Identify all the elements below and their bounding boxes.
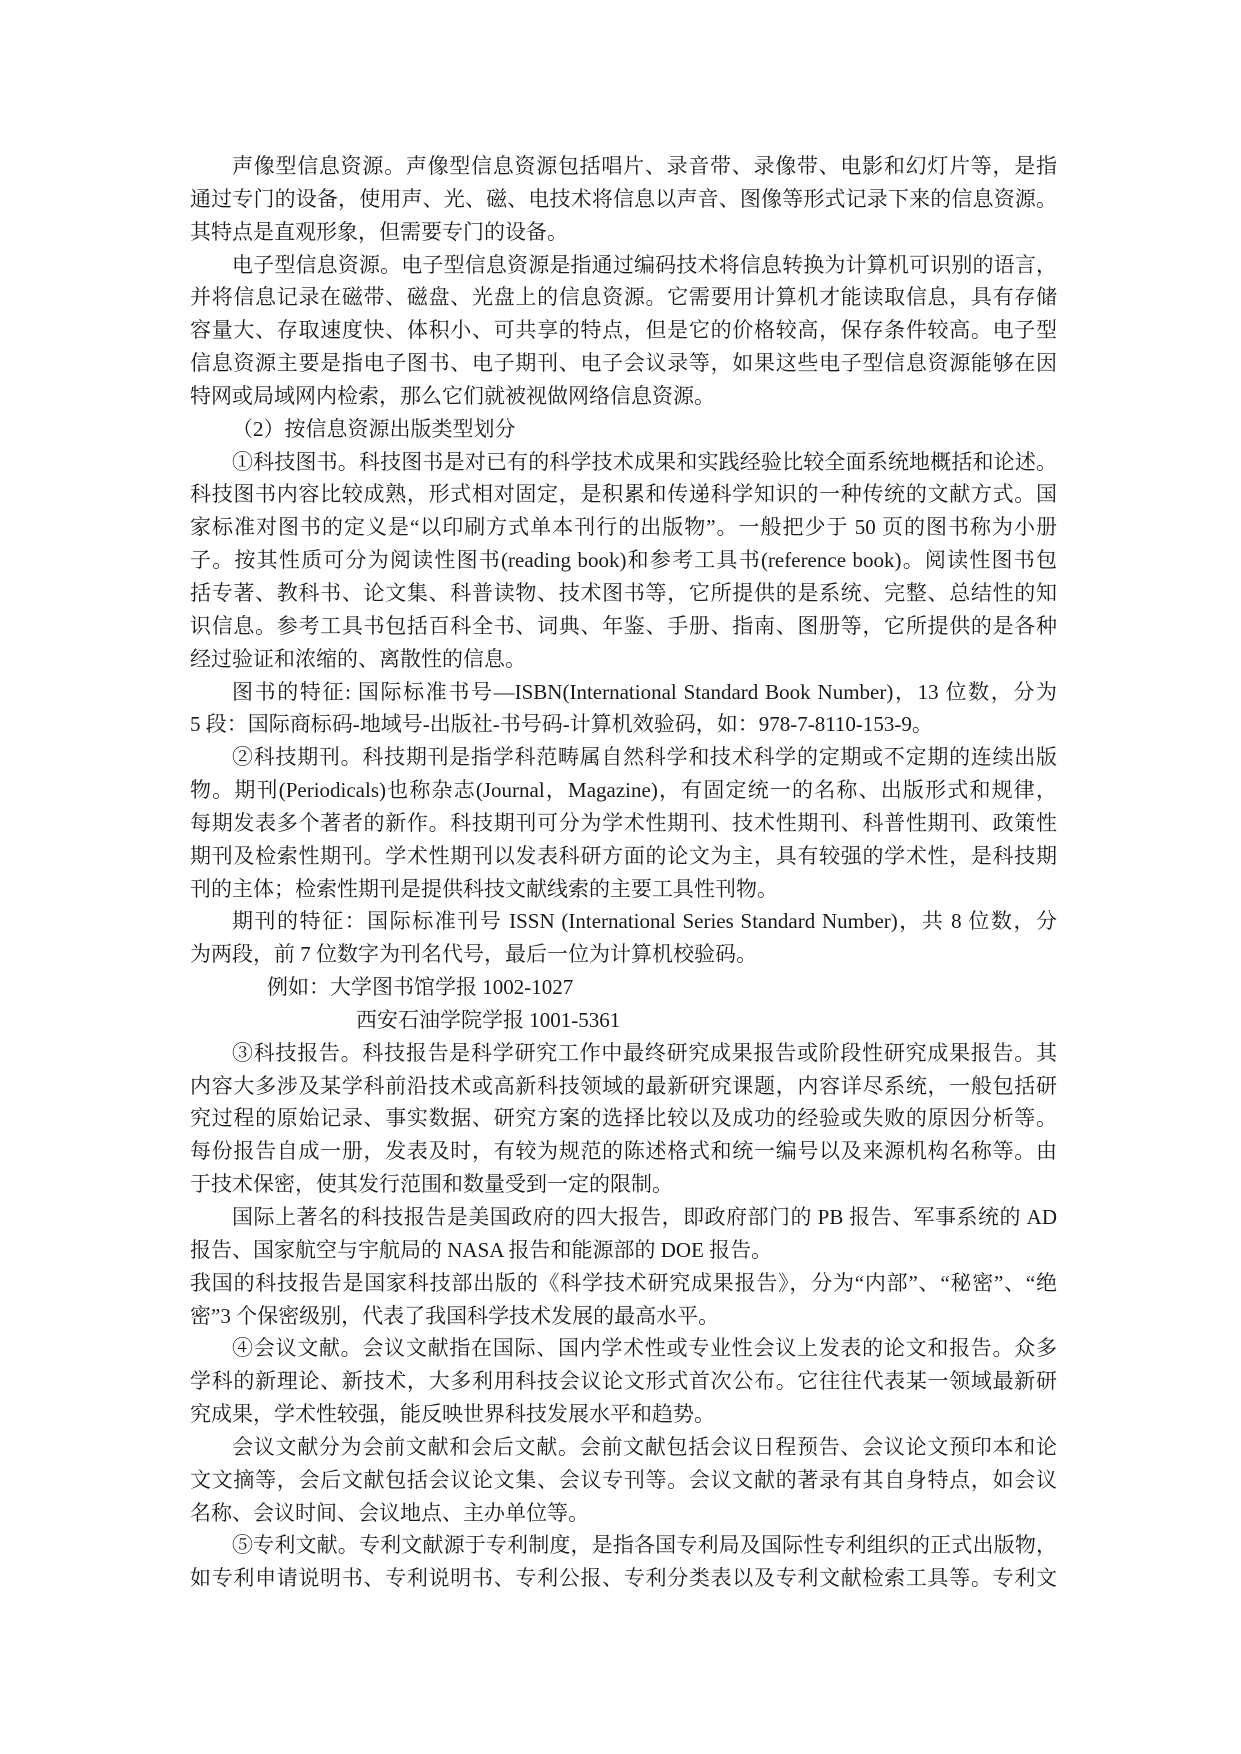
paragraph-international-reports	[190, 1201, 1057, 1267]
text-line: 密”3 个保密级别，代表了我国科学技术发展的最高水平。	[190, 1303, 720, 1328]
text-line: 为两段，前 7 位数字为刊名代号，最后一位为计算机校验码。	[190, 942, 757, 967]
text-line: 并将信息记录在磁带、磁盘、光盘上的信息资源。它需要用计算机才能读取信息，具有存储	[190, 285, 1057, 310]
text-line: 声像型信息资源。声像型信息资源包括唱片、录音带、录像带、电影和幻灯片等，是指	[232, 154, 1057, 178]
paragraph-conference-types	[190, 1431, 1057, 1530]
text-line: 每份报告自成一册，发表及时，有较为规范的陈述格式和统一编号以及来源机构名称等。由	[190, 1139, 1057, 1164]
paragraph-sci-tech-books	[190, 446, 1057, 676]
text-line: 西安石油学院学报 1001-5361	[356, 1007, 621, 1032]
text-line: ④会议文献。会议文献指在国际、国内学术性或专业性会议上发表的论文和报告。众多	[232, 1336, 1057, 1361]
paragraph-china-reports	[190, 1267, 1057, 1333]
text-line: 如专利申请说明书、专利说明书、专利公报、专利分类表以及专利文献检索工具等。专利文	[190, 1566, 1057, 1591]
paragraph-book-isbn	[190, 676, 1057, 742]
paragraph-sci-tech-journals	[190, 741, 1057, 905]
text-line: 特网或局域网内检索，那么它们就被视做网络信息资源。	[190, 383, 715, 408]
text-line: 物。期刊(Periodicals)也称杂志(Journal，Magazine)，有固定统一的名称、出版形式和规律，	[190, 778, 1057, 803]
section-heading: （2）按信息资源出版类型划分	[232, 416, 516, 441]
text-line: ②科技期刊。科技期刊是指学科范畴属自然科学和技术科学的定期或不定期的连续出版	[232, 745, 1057, 770]
document-body	[190, 150, 1057, 1595]
text-line: ⑤专利文献。专利文献源于专利制度，是指各国专利局及国际性专利组织的正式出版物，	[232, 1533, 1057, 1558]
paragraph-electronic-resources	[190, 249, 1057, 413]
text-line: 我国的科技报告是国家科技部出版的《科学技术研究成果报告》，分为“内部”、“秘密”、“绝	[190, 1270, 1057, 1295]
paragraph-journal-issn	[190, 905, 1057, 971]
text-line: 刊的主体；检索性期刊是提供科技文献线索的主要工具性刊物。	[190, 876, 778, 901]
text-line: 报告、国家航空与宇航局的 NASA 报告和能源部的 DOE 报告。	[190, 1237, 773, 1262]
text-line: 期刊的特征：国际标准刊号 ISSN (International Series Standard Number)，共 8 位数，分	[232, 909, 1057, 934]
text-line: ③科技报告。科技报告是科学研究工作中最终研究成果报告或阶段性研究成果报告。其	[232, 1040, 1057, 1065]
text-line: 科技图书内容比较成熟，形式相对固定，是积累和传递科学知识的一种传统的文献方式。国	[190, 482, 1057, 507]
paragraph-conference-literature	[190, 1332, 1057, 1431]
text-line: 识信息。参考工具书包括百科全书、词典、年鉴、手册、指南、图册等，它所提供的是各种	[190, 613, 1057, 638]
text-line: 期刊及检索性期刊。学术性期刊以发表科研方面的论文为主，具有较强的学术性，是科技期	[190, 843, 1057, 868]
text-line: 图书的特征: 国际标准书号—ISBN(International Standard Book Number)，13 位数，分为	[232, 679, 1057, 704]
text-line: 通过专门的设备，使用声、光、磁、电技术将信息以声音、图像等形式记录下来的信息资源。	[190, 186, 1057, 211]
text-line: 子。按其性质可分为阅读性图书(reading book)和参考工具书(reference book)。阅读性图书包	[190, 548, 1057, 573]
paragraph-sci-tech-reports	[190, 1037, 1057, 1201]
text-line: 括专著、教科书、论文集、科普读物、技术图书等，它所提供的是系统、完整、总结性的知	[190, 580, 1057, 605]
text-line: 会议文献分为会前文献和会后文献。会前文献包括会议日程预告、会议论文预印本和论	[232, 1434, 1057, 1459]
text-line: 其特点是直观形象，但需要专门的设备。	[190, 219, 568, 244]
text-line: 家标准对图书的定义是“以印刷方式单本刊行的出版物”。一般把少于 50 页的图书称为小册	[190, 515, 1057, 540]
text-line: 内容大多涉及某学科前沿技术或高新科技领域的最新研究课题，内容详尽系统，一般包括研	[190, 1073, 1057, 1098]
example-issn-1	[190, 971, 1057, 1004]
section-heading-publication-type	[190, 413, 1057, 446]
text-line: 于技术保密，使其发行范围和数量受到一定的限制。	[190, 1172, 673, 1197]
text-line: 例如：大学图书馆学报 1002-1027	[267, 975, 574, 1000]
text-line: 容量大、存取速度快、体积小、可共享的特点，但是它的价格较高，保存条件较高。电子型	[190, 318, 1057, 343]
text-line: 5 段：国际商标码-地域号-出版社-书号码-计算机效验码，如：978-7-8110-153-9。	[190, 712, 933, 737]
text-line: 究成果，学术性较强，能反映世界科技发展水平和趋势。	[190, 1402, 715, 1427]
text-line: 信息资源主要是指电子图书、电子期刊、电子会议录等，如果这些电子型信息资源能够在因	[190, 351, 1057, 376]
text-line: 电子型信息资源。电子型信息资源是指通过编码技术将信息转换为计算机可识别的语言，	[232, 252, 1057, 277]
example-issn-2	[190, 1004, 1057, 1037]
text-line: 文文摘等，会后文献包括会议论文集、会议专刊等。会议文献的著录有其自身特点，如会议	[190, 1467, 1057, 1492]
text-line: 名称、会议时间、会议地点、主办单位等。	[190, 1500, 589, 1525]
text-line: ①科技图书。科技图书是对已有的科学技术成果和实践经验比较全面系统地概括和论述。	[232, 449, 1057, 474]
text-line: 国际上著名的科技报告是美国政府的四大报告，即政府部门的 PB 报告、军事系统的 AD	[232, 1205, 1057, 1229]
paragraph-audiovisual-resources	[190, 150, 1057, 249]
text-line: 学科的新理论、新技术，大多利用科技会议论文形式首次公布。它往往代表某一领域最新研	[190, 1369, 1057, 1394]
text-line: 究过程的原始记录、事实数据、研究方案的选择比较以及成功的经验或失败的原因分析等。	[190, 1106, 1057, 1131]
text-line: 每期发表多个著者的新作。科技期刊可分为学术性期刊、技术性期刊、科普性期刊、政策性	[190, 810, 1057, 835]
paragraph-patent-literature	[190, 1529, 1057, 1595]
text-line: 经过验证和浓缩的、离散性的信息。	[190, 646, 526, 671]
